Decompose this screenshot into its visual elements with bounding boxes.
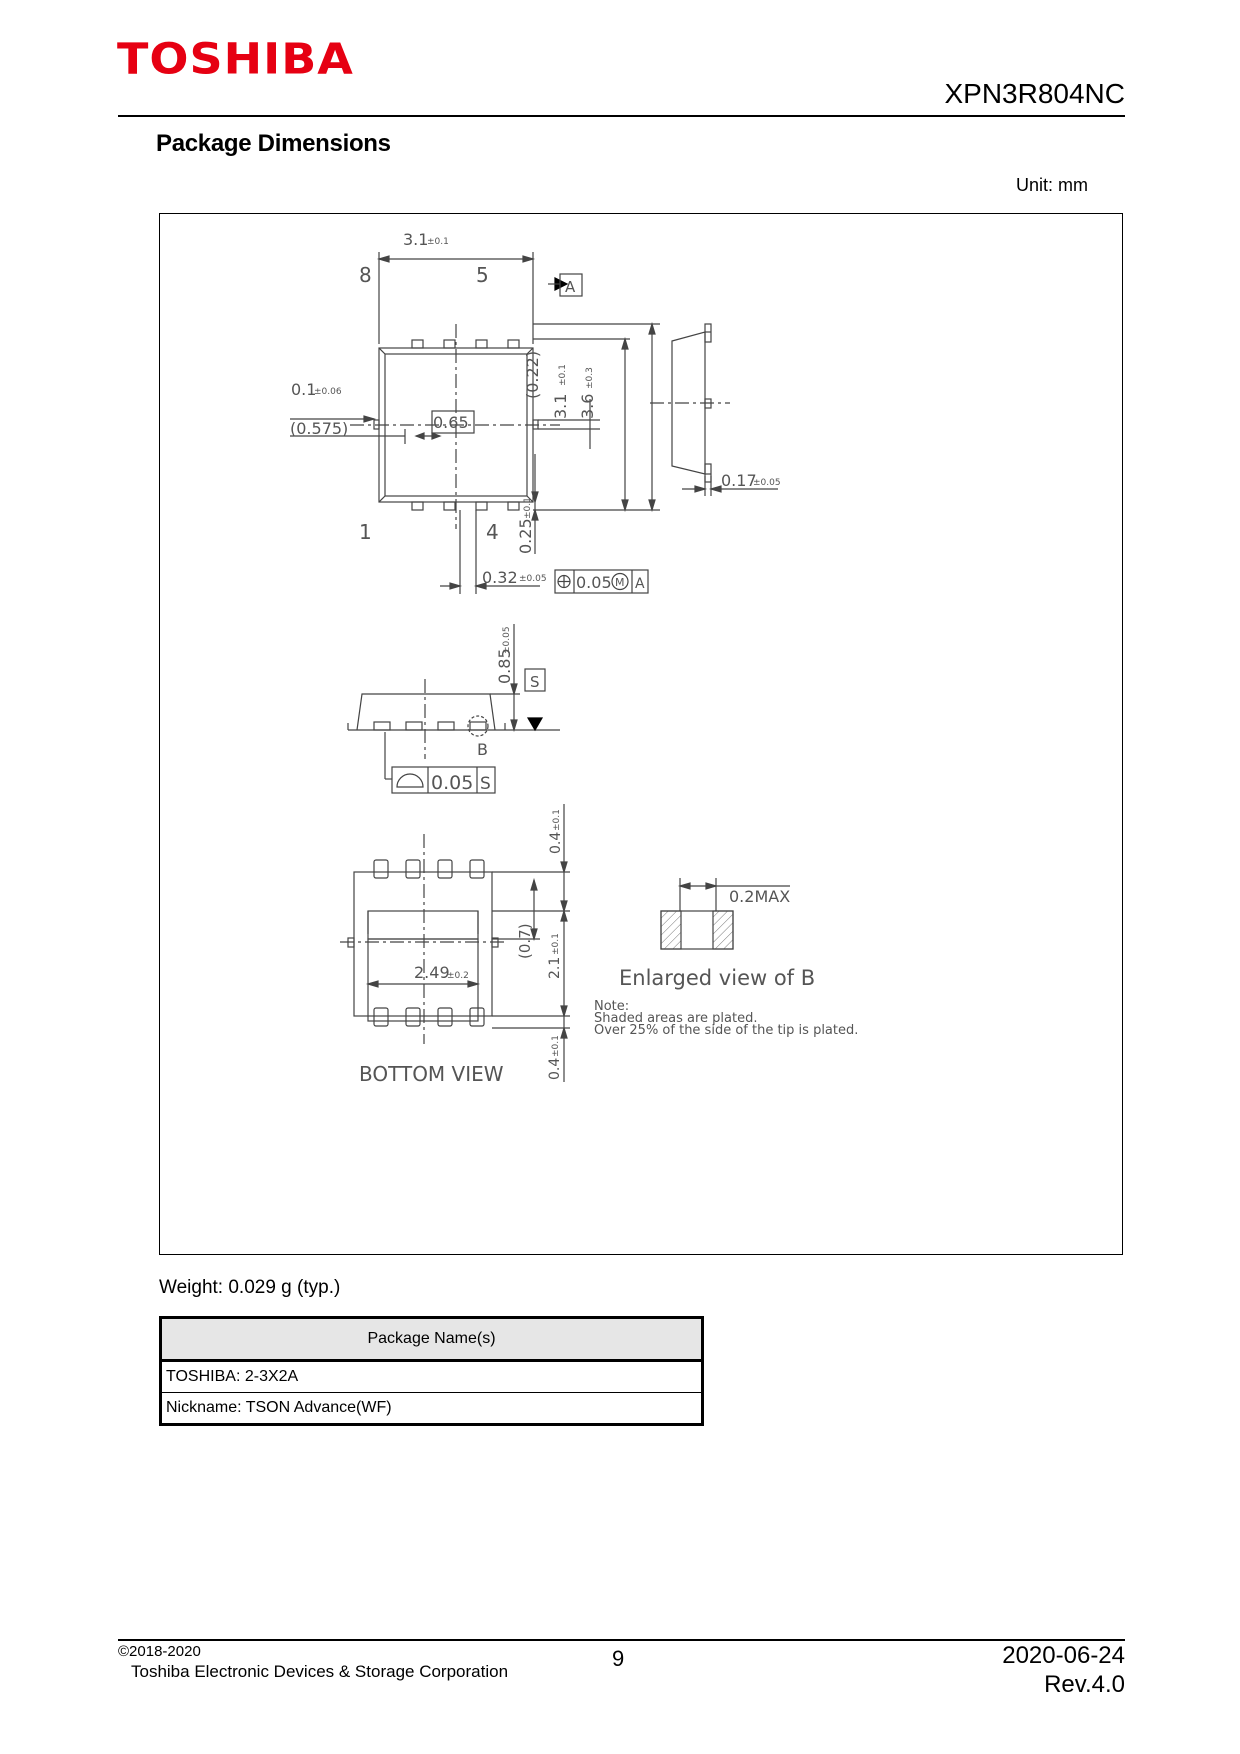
dim-36: 3.6	[578, 393, 597, 419]
dim-04a-tol: ±0.1	[552, 809, 562, 831]
fcf-flat-value: 0.05	[431, 772, 474, 794]
header-rule	[118, 115, 1125, 117]
page-number: 9	[612, 1646, 625, 1671]
dim-022: (0.22)	[523, 350, 542, 399]
dim-025: 0.25	[516, 518, 535, 554]
fcf-pos-modifier: M	[615, 576, 625, 589]
pin-8-label: 8	[359, 263, 372, 287]
dim-017: 0.17	[721, 471, 757, 490]
pin-1-label: 1	[359, 520, 372, 544]
dim-04a: 0.4	[548, 831, 564, 854]
dim-01-tol: ±0.06	[314, 387, 342, 397]
enlarged-label: Enlarged view of B	[619, 966, 816, 990]
pin-4-label: 4	[486, 520, 499, 544]
toshiba-logo: TOSHIBA	[117, 34, 354, 84]
drawing-frame	[159, 213, 1123, 1255]
package-name-table	[159, 1316, 704, 1426]
package-table-row: Nickname: TSON Advance(WF)	[161, 1393, 703, 1425]
dim-025-tol: ±0.1	[523, 497, 533, 519]
dim-017-tol: ±0.05	[753, 478, 781, 488]
dim-065: 0.65	[433, 413, 469, 432]
dim-085-tol: ±0.05	[502, 626, 512, 654]
bottom-view	[340, 804, 570, 1082]
bottom-view-label: BOTTOM VIEW	[359, 1062, 504, 1086]
dim-01: 0.1	[291, 380, 317, 399]
revision-number: Rev.4.0	[1044, 1671, 1125, 1698]
part-number: XPN3R804NC	[944, 78, 1125, 109]
fcf-pos-value: 0.05	[576, 573, 612, 592]
unit-label: Unit: mm	[1016, 175, 1088, 195]
note-line2: Over 25% of the side of the tip is plated.	[594, 1023, 859, 1038]
copyright: ©2018-2020	[118, 1643, 201, 1660]
dim-07: (0.7)	[516, 923, 534, 959]
dim-249-tol: ±0.2	[447, 971, 469, 981]
dim-249: 2.49	[414, 963, 450, 982]
note-title: Note:	[594, 999, 630, 1014]
side-view	[650, 324, 778, 496]
front-view	[348, 624, 560, 793]
package-drawing	[160, 214, 1122, 1254]
dim-04b-tol: ±0.1	[551, 1035, 561, 1057]
note-line1: Shaded areas are plated.	[594, 1011, 758, 1026]
company-name: Toshiba Electronic Devices & Storage Corporation	[131, 1662, 509, 1681]
dim-04b: 0.4	[547, 1057, 563, 1080]
weight-label: Weight: 0.029 g (typ.)	[159, 1277, 341, 1298]
dim-36-tol: ±0.3	[585, 367, 595, 389]
drawing-labels	[290, 230, 858, 1086]
revision-date: 2020-06-24	[1002, 1642, 1125, 1669]
dim-032-tol: ±0.05	[519, 574, 547, 584]
footer-rule	[118, 1639, 1125, 1641]
dim-02max: 0.2MAX	[729, 887, 791, 906]
label-b: B	[477, 740, 488, 759]
package-table-header: Package Name(s)	[161, 1318, 703, 1361]
dim-0575: (0.575)	[290, 419, 349, 438]
fcf-pos-datum: A	[635, 576, 645, 592]
dim-21: 2.1	[547, 956, 563, 979]
dim-top-width-tol: ±0.1	[427, 237, 449, 247]
fcf-flat-datum: S	[480, 774, 491, 794]
datum-s-label: S	[530, 673, 540, 691]
dim-032: 0.32	[482, 568, 518, 587]
datum-a-label: A	[565, 278, 576, 296]
dim-21-tol: ±0.1	[551, 933, 561, 955]
dim-085: 0.85	[495, 648, 514, 684]
dim-31v-tol: ±0.1	[558, 364, 568, 386]
dim-top-width: 3.1	[403, 230, 429, 249]
pin-5-label: 5	[476, 263, 489, 287]
dim-31v: 3.1	[551, 393, 570, 419]
package-table-row: TOSHIBA: 2-3X2A	[161, 1361, 703, 1393]
section-title: Package Dimensions	[156, 130, 391, 157]
